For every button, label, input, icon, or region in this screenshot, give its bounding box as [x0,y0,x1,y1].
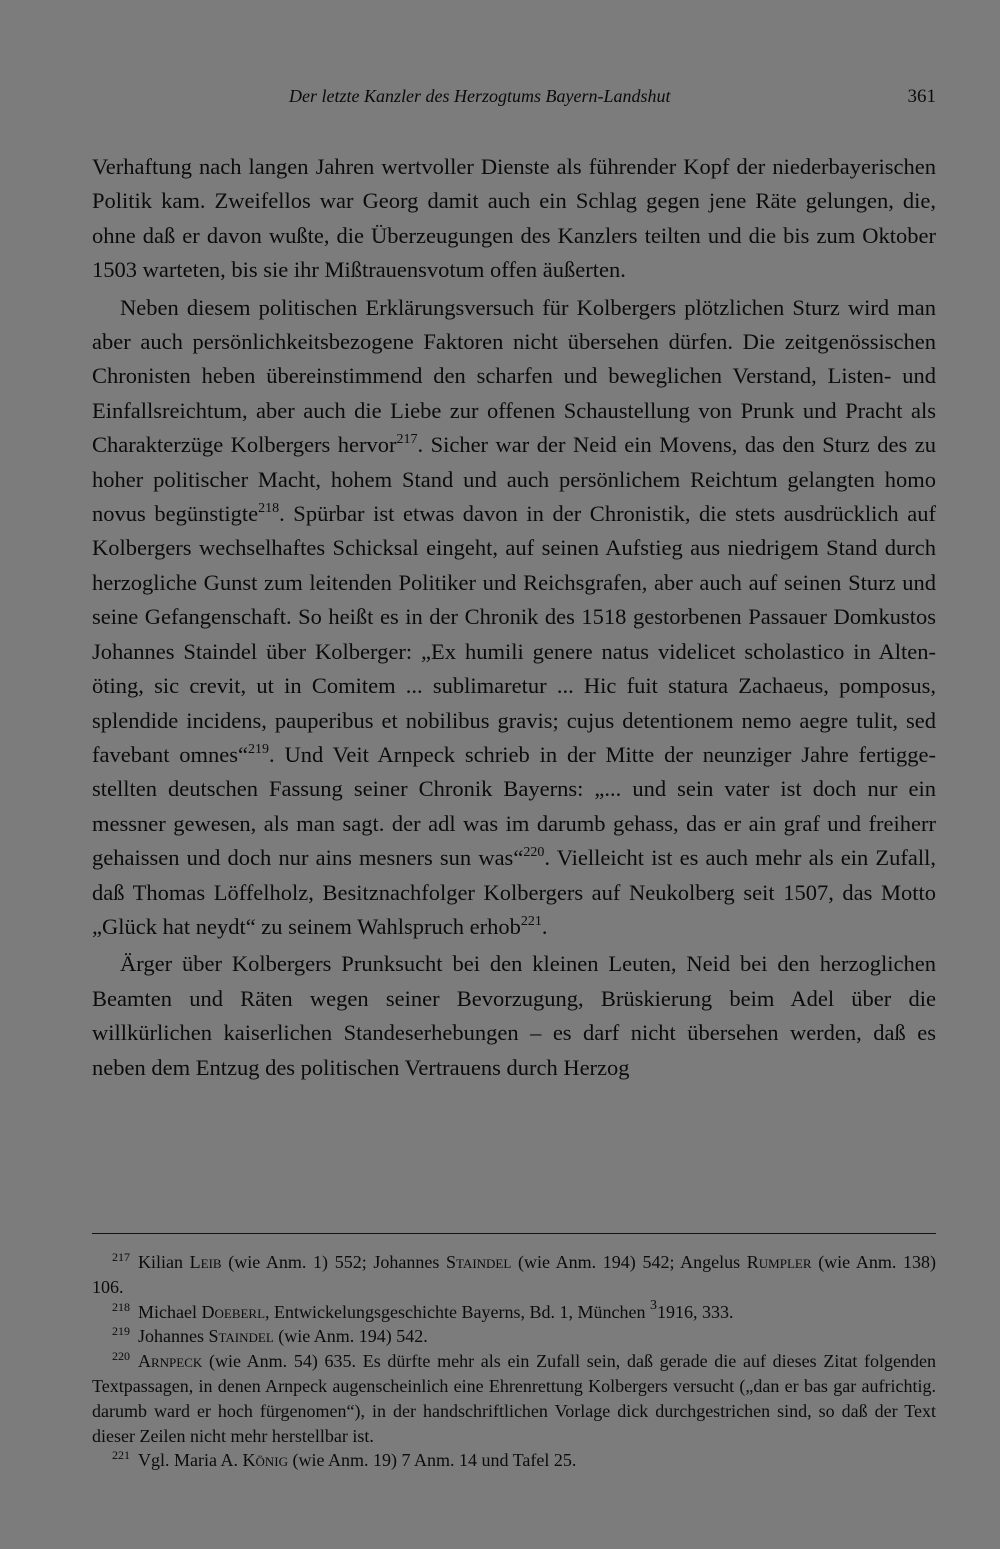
body-text [92,150,936,1088]
running-title: Der letzte Kanzler des Herzogtums Bayern-Landshut [289,86,671,106]
text-segment: Michael [138,1301,202,1322]
paragraph [92,150,936,288]
text-segment: (wie Anm. 19) 7 Anm. 14 und Tafel 25. [287,1450,577,1471]
author-name: Arnpeck [138,1351,203,1372]
author-name: Staindel [208,1326,274,1347]
footnote [92,1250,936,1300]
footnote-reference: 220 [523,845,545,861]
text-segment: . [541,913,548,939]
running-head [92,86,936,114]
footnote-separator [92,1233,936,1234]
text-segment: Vgl. Maria A. [138,1450,243,1471]
footnote-number: 221 [112,1448,130,1463]
text-segment: Neben diesem politischen Erklärungsversuch für Kolbergers plötzlichen Sturz wird man aber auch persönlichkeitsbezogene Faktoren nicht übersehen dürfen. Die zeitgenössischen Chronisten heben übereinstimmend den scharfen und beweglichen Verstand, Listen- und Einfallsreichtum, aber auch die Liebe zur offenen Schaustellung von Prunk und Pracht als Charakterzüge Kolbergers hervor [92,294,936,458]
text-segment: (wie Anm. 194) 542. [273,1326,428,1347]
footnote [92,1297,936,1325]
page-number: 361 [907,86,936,107]
author-name: Staindel [446,1252,512,1272]
footnote-number: 220 [112,1349,130,1364]
text-segment: 1916, 333. [656,1301,734,1322]
author-name: Rumpler [746,1252,812,1272]
footnote-number: 219 [112,1324,130,1339]
footnote-number: 218 [112,1299,130,1314]
footnote-reference: 221 [520,913,542,929]
text-segment: . Sicher war der Neid ein Movens, das den Sturz des zu hoher politischer Macht, hohem Stand und auch persönlichem Reichtum gelangten homo novus begünstigte [92,432,936,527]
text-segment: (wie Anm. 1) 552; Johannes [221,1252,447,1272]
text-segment: (wie Anm. 138) 106. [92,1252,936,1297]
footnote [92,1324,936,1349]
footnote-reference: 219 [248,741,270,757]
text-segment: Johannes [138,1326,209,1347]
footnote-reference: 218 [258,501,280,517]
footnote-reference: 3 [649,1297,657,1313]
text-segment: . Spürbar ist etwas davon in der Chronistik, die stets ausdrücklich auf Kolbergers wechselhaftes Schicksal eingeht, auf seinen Aufstieg aus niedrigem Stand durch herzogliche Gunst zum leitenden Politiker und Reichsgrafen, aber auch auf seinen Sturz und seine Gefangenschaft. So heißt es in der Chronik des 1518 gestorbenen Passauer Domkustos Johannes Staindel über Kolberger: „Ex humili genere natus videlicet scholastico in Alten-öting, sic crevit, ut in Comitem ... sublimaretur ... Hic fuit statura Zachaeus, pomposus, splendide incidens, pauperibus et nobilibus gravis; cujus detentionem nemo aegre tulit, sed favebant omnes“ [92,501,936,767]
author-name: Doeberl [201,1301,266,1322]
text-segment: . Und Veit Arnpeck schrieb in der Mitte der neunziger Jahre fertiggestellten deutschen Fassung seiner Chronik Bayerns: „... und sein vater ist doch nur ein messner gewesen, als man sagt. der adl was im darumb gehass, das er ain graf und freiherr gehaissen und doch nur ains mesners sun was“ [92,741,937,871]
footnote [92,1349,936,1448]
author-name: König [242,1450,288,1471]
text-segment: . Vielleicht ist es auch mehr als ein Zufall, daß Thomas Löffelholz, Besitznachfolger Kolbergers auf Neukolberg seit 1507, das Motto „Glück hat neydt“ zu seinem Wahlspruch erhob [92,845,936,939]
footnote-number: 217 [112,1250,130,1264]
text-segment: Kilian [138,1252,190,1272]
text-segment: Ärger über Kolbergers Prunksucht bei den kleinen Leuten, Neid bei den herzoglichen Beamten und Räten wegen seiner Bevorzugung, Brüskierung beim Adel über die willkürlichen kaiserlichen Standeserhebungen – es darf nicht übersehen werden, daß es neben dem Entzug des politischen Vertrauens durch Herzog [92,951,936,1080]
footnote [92,1448,936,1473]
text-segment: , Entwickelungsgeschichte Bayerns, Bd. 1, München [265,1301,650,1322]
text-segment: (wie Anm. 194) 542; Angelus [511,1252,747,1272]
text-segment: Verhaftung nach langen Jahren wertvoller Dienste als führender Kopf der niederbayerischen Politik kam. Zweifellos war Georg damit auch ein Schlag gegen jene Räte gelungen, die, ohne daß er davon wußte, die Überzeugungen des Kanzlers teilten und die bis zum Oktober 1503 warteten, bis sie ihr Mißtrauensvotum offen äußerten. [92,154,936,283]
paragraph [92,291,936,945]
footnote-reference: 217 [396,432,418,448]
paragraph [92,947,936,1085]
footnotes [92,1250,936,1473]
text-segment: (wie Anm. 54) 635. Es dürfte mehr als ein Zufall sein, daß gerade die auf dieses Zitat folgenden Textpassagen, in denen Arnpeck augenscheinlich eine Ehrenrettung Kolbergers versucht („dan er bas gar aufrichtig. darumb ward er hoch fürgenomen“), in der handschriftlichen Vorlage dick durchgestrichen sind, so daß der Text dieser Zeilen nicht mehr herstellbar ist. [92,1351,936,1446]
author-name: Leib [189,1252,222,1272]
